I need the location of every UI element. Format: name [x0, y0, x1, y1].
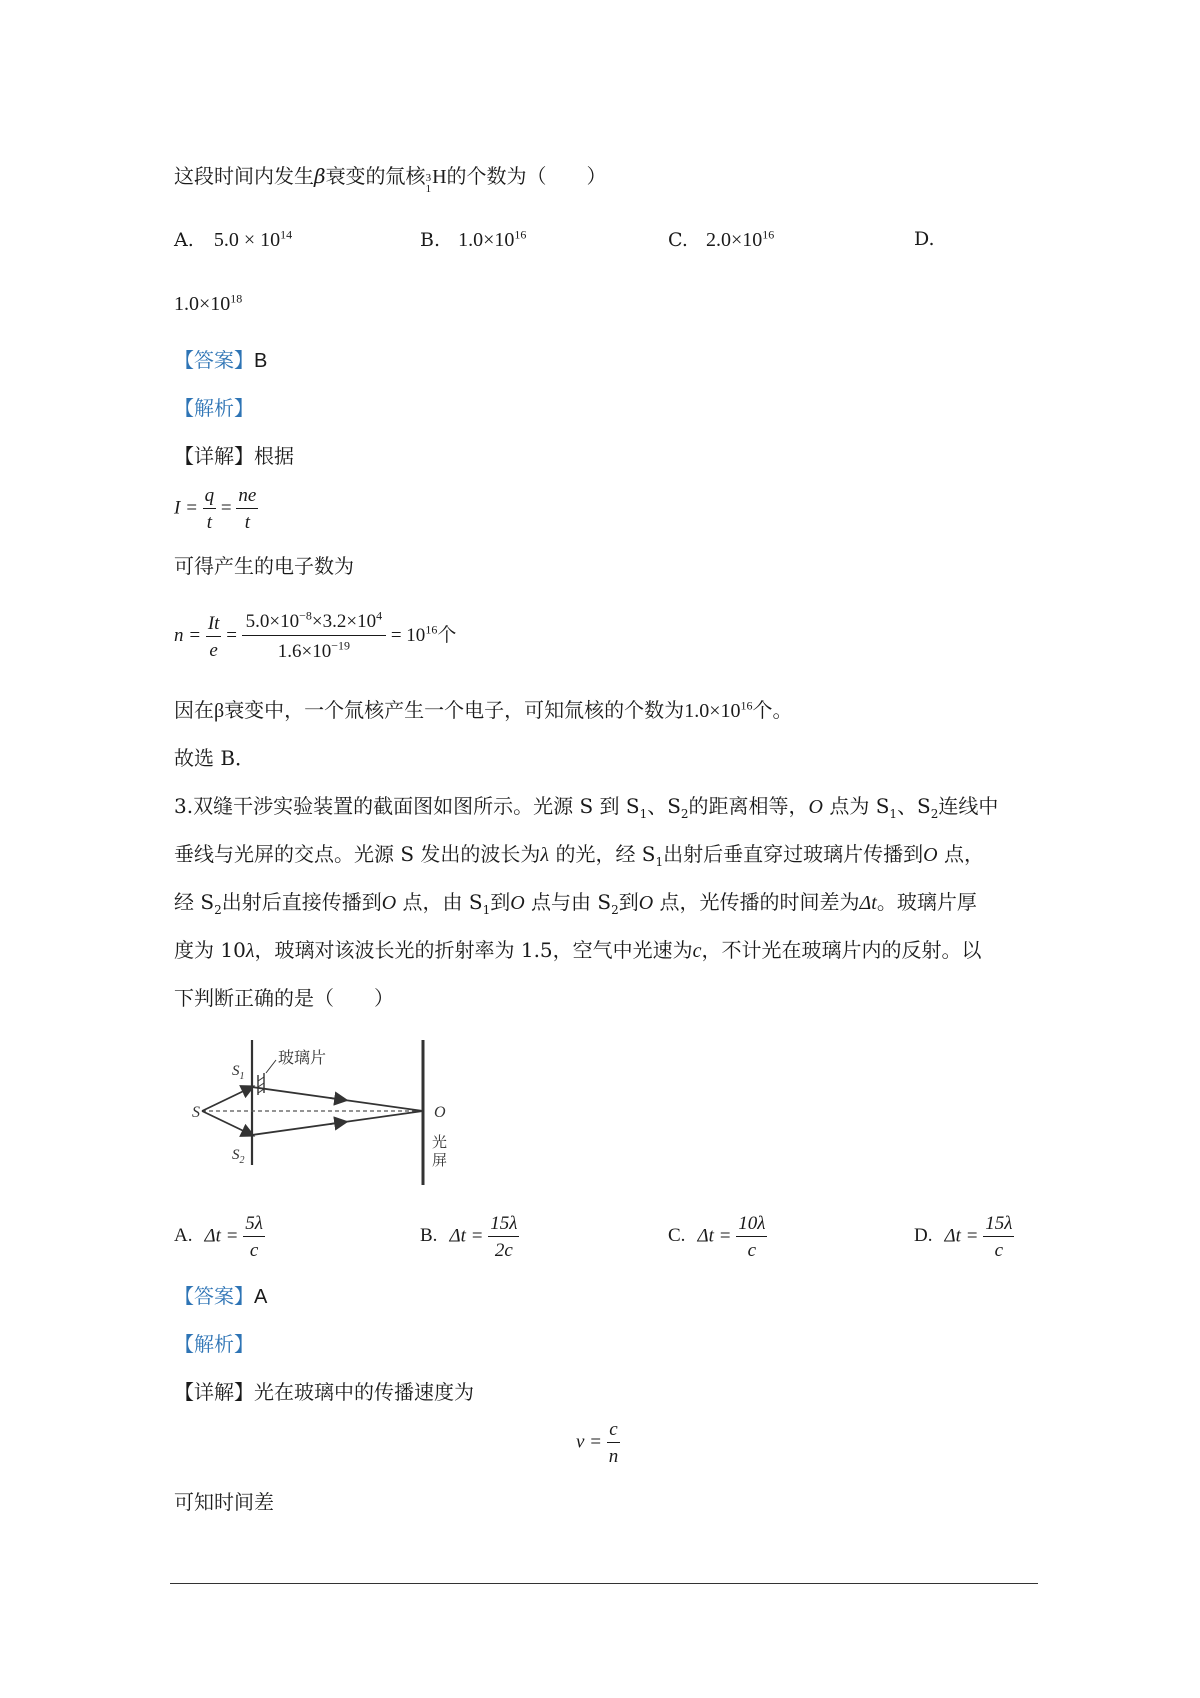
q2-electron-count-text: 可得产生的电子数为 — [174, 554, 354, 578]
s1-label — [232, 1063, 245, 1082]
fraction-numerator: q — [203, 486, 217, 509]
symbol-o: O — [638, 892, 654, 914]
footer-rule — [170, 1583, 1038, 1584]
eq-equals: = — [226, 624, 237, 646]
option-letter: D. — [914, 228, 935, 250]
fraction-denominator: c — [747, 1240, 757, 1261]
q3-stem-line-5: 下判断正确的是（ ） — [174, 986, 394, 1010]
double-slit-diagram — [180, 1035, 480, 1185]
detail-text: 根据 — [254, 444, 294, 468]
text: 垂线与光屏的交点。光源 S 发出的波长为 — [174, 842, 541, 866]
q2-choose: 故选 B． — [174, 746, 256, 770]
text: 度为 10 — [174, 938, 246, 962]
option-fraction — [983, 1214, 1014, 1260]
text: 点，光传播的时间差为 — [653, 890, 860, 914]
text: 点与由 S — [524, 890, 612, 914]
detail-label: 【详解】 — [174, 444, 254, 468]
conclusion-exponent: 16 — [740, 698, 753, 713]
fraction-numerator: 15λ — [983, 1214, 1014, 1237]
q2-beta-symbol: β — [314, 164, 326, 188]
eq-rhs: = 10 — [390, 624, 426, 646]
q3-detail — [174, 1382, 474, 1402]
option-value: 2.0×10 — [705, 229, 763, 251]
q2-option-d[interactable] — [914, 230, 935, 249]
symbol-o: O — [381, 892, 397, 914]
tritium-nuclide-indices — [426, 173, 432, 195]
fraction-numerator: 10λ — [736, 1214, 767, 1237]
answer-value: A — [254, 1286, 268, 1308]
q2-stem-text-b: 衰变的氚核 — [325, 164, 426, 188]
text: 点， — [937, 842, 984, 866]
symbol-c: c — [692, 940, 702, 962]
fraction-numerator: 5λ — [243, 1214, 265, 1237]
ray-to-s2 — [202, 1111, 252, 1135]
text: 出射后直接传播到 — [221, 890, 382, 914]
option-letter: C. — [668, 1225, 686, 1247]
eq-lhs: v = — [576, 1431, 603, 1453]
option-letter: A. — [174, 1225, 193, 1247]
answer-label: 【答案】 — [174, 1284, 254, 1308]
q3-option-a[interactable] — [174, 1214, 265, 1260]
text: 、S — [647, 794, 681, 818]
option-letter: B. — [420, 229, 441, 251]
nuclide-atomic-number: 1 — [425, 183, 432, 195]
answer-value: B — [254, 350, 268, 372]
symbol-delta-t: Δt — [859, 892, 877, 914]
option-value: 1.0×10 — [458, 229, 515, 251]
q2-answer — [174, 350, 267, 371]
s2-sub: 2 — [239, 1155, 245, 1166]
option-exponent: 16 — [762, 227, 775, 242]
eq-lhs: n = — [174, 624, 202, 646]
analysis-label: 【解析】 — [174, 1332, 254, 1356]
option-value: 5.0 × 10 — [213, 229, 281, 251]
analysis-label: 【解析】 — [174, 396, 254, 420]
q2-option-d-value[interactable] — [174, 291, 243, 315]
symbol-o: O — [808, 796, 823, 818]
q2-analysis — [174, 398, 254, 418]
conclusion-value: 1.0×10 — [684, 700, 741, 722]
q2-equation-electrons — [174, 608, 457, 662]
detail-label: 【详解】 — [174, 1380, 254, 1404]
denominator-exponent: −19 — [331, 638, 350, 653]
q2-detail — [174, 446, 294, 466]
glass-slab — [258, 1073, 264, 1095]
numerator-exponent-b: 4 — [376, 608, 383, 623]
answer-label: 【答案】 — [174, 348, 254, 372]
arrow-upper — [330, 1098, 345, 1100]
q3-stem-line-4 — [174, 940, 982, 961]
fraction-denominator: n — [608, 1446, 619, 1467]
symbol-o: O — [923, 844, 938, 866]
q3-answer — [174, 1286, 267, 1307]
q3-option-d[interactable] — [914, 1214, 1014, 1260]
q2-option-c[interactable] — [668, 227, 775, 251]
q2-equation-current — [174, 486, 258, 532]
eq-lhs: I = — [174, 497, 198, 519]
fraction-denominator: c — [994, 1240, 1004, 1261]
text: 到 — [618, 890, 639, 914]
subscript: 1 — [889, 807, 898, 821]
option-fraction — [488, 1214, 519, 1260]
q3-stem-line-2 — [174, 842, 984, 869]
subscript: 1 — [655, 855, 664, 869]
detail-text: 光在玻璃中的传播速度为 — [254, 1380, 474, 1404]
nuclide-mass-number: 3 — [425, 172, 432, 184]
eq-equals: = — [220, 497, 232, 519]
option-exponent: 14 — [280, 227, 293, 242]
q2-conclusion — [174, 700, 792, 721]
q2-option-a[interactable] — [174, 227, 293, 251]
q3-option-b[interactable] — [420, 1214, 519, 1260]
numerator-exponent-a: −8 — [299, 608, 312, 623]
fraction-denominator: t — [244, 512, 250, 533]
q3-equation-velocity — [576, 1420, 620, 1466]
numerator-part-a: 5.0×10 — [245, 611, 300, 632]
fraction-c-over-n — [607, 1420, 621, 1466]
option-lhs: Δt = — [944, 1225, 979, 1247]
fraction-numerator: It — [206, 614, 222, 637]
fraction-it-over-e — [206, 614, 222, 660]
arrow-lower — [330, 1122, 345, 1124]
option-fraction — [243, 1214, 265, 1260]
q2-stem — [174, 166, 607, 195]
option-exponent: 18 — [230, 291, 243, 306]
nuclide-symbol: H — [432, 166, 447, 188]
option-letter: A. — [174, 229, 194, 251]
screen-label-2: 屏 — [432, 1151, 448, 1169]
text: 点，由 S — [396, 890, 483, 914]
fraction-denominator: c — [249, 1240, 259, 1261]
fraction-numerator: 15λ — [488, 1214, 519, 1237]
subscript: 2 — [930, 807, 939, 821]
q3-option-c[interactable] — [668, 1214, 767, 1260]
fraction-denominator: t — [206, 512, 213, 533]
subscript: 1 — [639, 807, 648, 821]
q3-analysis — [174, 1334, 254, 1354]
s2-label — [232, 1147, 245, 1166]
option-value: 1.0×10 — [174, 293, 231, 315]
q2-stem-text-a: 这段时间内发生 — [174, 164, 314, 188]
text: 的光，经 S — [549, 842, 656, 866]
symbol-o: O — [510, 892, 525, 914]
conclusion-text-c: 个。 — [752, 698, 793, 722]
glass-leader-line — [266, 1060, 276, 1073]
s1-letter: S — [232, 1063, 240, 1079]
glass-label: 玻璃片 — [278, 1048, 327, 1067]
text: 到 — [490, 890, 511, 914]
option-letter: C. — [668, 229, 688, 251]
text: 。玻璃片厚 — [876, 890, 977, 914]
fraction-numerator: c — [607, 1420, 619, 1443]
text: 连线中 — [938, 794, 999, 818]
option-lhs: Δt = — [697, 1225, 732, 1247]
q3-stem-line-3 — [174, 890, 977, 917]
conclusion-text-a: 因在 — [174, 698, 214, 722]
text: ，不计光在玻璃片内的反射。以 — [701, 938, 982, 962]
text: 经 S — [174, 890, 215, 914]
eq-rhs-exponent: 16 — [425, 622, 438, 637]
text: ，玻璃对该波长光的折射率为 1.5，空气中光速为 — [254, 938, 693, 962]
q3-stem-line-1 — [174, 794, 999, 821]
option-lhs: Δt = — [204, 1225, 239, 1247]
s1-sub: 1 — [239, 1071, 245, 1082]
o-label: O — [434, 1104, 446, 1121]
fraction-denominator: e — [209, 639, 218, 661]
option-lhs: Δt = — [449, 1225, 484, 1247]
ray-to-s1 — [202, 1087, 252, 1111]
subscript: 2 — [214, 903, 222, 917]
option-letter: B. — [420, 1225, 438, 1247]
symbol-lambda: λ — [245, 940, 255, 962]
q3-time-difference-text: 可知时间差 — [174, 1490, 274, 1514]
fraction-numeric — [242, 608, 386, 662]
subscript: 2 — [611, 903, 619, 917]
text: 、S — [897, 794, 931, 818]
denominator-value: 1.6×10 — [277, 641, 332, 662]
text: 点为 S — [823, 794, 890, 818]
fraction-q-over-t — [203, 486, 217, 532]
option-letter: D. — [914, 1225, 933, 1247]
numerator-part-b: ×3.2×10 — [311, 611, 377, 632]
q2-option-b[interactable] — [420, 227, 527, 251]
s2-letter: S — [232, 1147, 240, 1163]
symbol-lambda: λ — [540, 844, 550, 866]
source-label: S — [192, 1104, 200, 1121]
q2-stem-text-c: 的个数为（ ） — [446, 164, 607, 188]
conclusion-beta: β — [214, 700, 225, 722]
option-exponent: 16 — [514, 227, 527, 242]
subscript: 1 — [482, 903, 491, 917]
eq-unit: 个 — [437, 623, 457, 646]
text: 出射后垂直穿过玻璃片传播到 — [663, 842, 924, 866]
fraction-numerator: ne — [236, 486, 258, 509]
option-fraction — [736, 1214, 767, 1260]
fraction-denominator: 2c — [494, 1240, 513, 1261]
text: 的距离相等， — [688, 794, 809, 818]
conclusion-text-b: 衰变中，一个氚核产生一个电子，可知氚核的个数为 — [224, 698, 685, 722]
text: 3.双缝干涉实验装置的截面图如图所示。光源 S 到 S — [174, 794, 640, 818]
screen-label-1: 光 — [432, 1133, 448, 1151]
subscript: 2 — [680, 807, 689, 821]
fraction-ne-over-t — [236, 486, 258, 532]
